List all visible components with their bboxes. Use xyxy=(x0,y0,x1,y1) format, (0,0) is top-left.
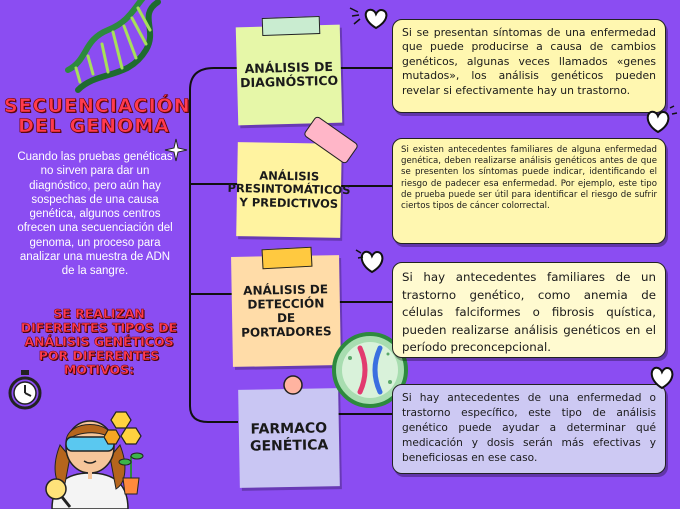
tape-icon xyxy=(262,16,321,36)
note-portadores-label: ANÁLISIS DE DETECCIÓN DE PORTADORES xyxy=(241,282,332,340)
card-presintomaticos-text: Si existen antecedentes familiares de alguna enfermedad genética, deben realizarse análisis genéticos antes de que se presenten los síntomas puede indicar, identificando el riesgo de padecer esa enfermedad. Por ejemplo, este tipo de prueba puede ser útil para identificar el riesgo de sufrir ciertos tipos de cáncer colorrectal. xyxy=(401,145,657,212)
card-presintomaticos xyxy=(392,138,666,244)
note-presintomaticos xyxy=(227,142,351,238)
stopwatch-icon xyxy=(6,368,44,412)
note-presintomaticos-label: ANÁLISIS PRESINTOMÁTICOS Y PREDICTIVOS xyxy=(227,168,351,211)
intro-paragraph: Cuando las pruebas genéticas no sirven para dar un diagnóstico, pero aún hay sospechas de una causa genética, algunos centros ofrecen una secuenciación del genoma, un proceso para analizar una muestra de ADN de la sangre. xyxy=(17,151,173,278)
card-diagnostico-text: Si se presentan síntomas de una enfermedad que puede producirse a causa de cambios genéticos, algunas veces llamados «genes mutados», los análisis genéticos pueden revelar si efectivamente hay un trastorno. xyxy=(402,26,656,97)
card-farmacogenetica-text: Si hay antecedentes de una enfermedad o trastorno específico, este tipo de análisis genético puede ayudar a determinar qué medicación y dosis serán más efectivas y beneficiosas en ese caso. xyxy=(402,392,656,464)
title-line-1: SECUENCIACIÓN xyxy=(4,95,191,117)
subtitle: SE REALIZAN DIFERENTES TIPOS DE ANÁLISIS GENÉTICOS POR DIFERENTES MOTIVOS: xyxy=(20,306,178,377)
card-portadores-text: Si hay antecedentes familiares de un trastorno genético, como anemia de células falciformes o fibrosis quística, pueden realizarse análisis genéticos en el período preconcepcional. xyxy=(402,270,656,354)
note-diagnostico-label: ANÁLISIS DE DIAGNÓSTICO xyxy=(239,58,339,91)
heart-icon xyxy=(640,104,678,138)
tape-icon xyxy=(262,247,313,270)
note-diagnostico xyxy=(236,25,343,126)
dna-helix-icon xyxy=(58,0,168,96)
page-title xyxy=(4,95,191,137)
plant-icon xyxy=(118,448,144,496)
heart-icon xyxy=(354,244,390,276)
heart-icon xyxy=(644,360,678,392)
title-line-2: DEL GENOMA xyxy=(18,115,170,137)
card-farmacogenetica xyxy=(392,384,666,474)
note-farmacogenetica-label: FARMACO GENÉTICA xyxy=(249,420,329,455)
heart-icon xyxy=(348,2,392,32)
molecule-icon xyxy=(104,410,142,450)
card-portadores xyxy=(392,262,666,358)
pushpin-icon xyxy=(282,374,304,396)
card-diagnostico xyxy=(392,19,666,113)
note-portadores xyxy=(231,255,341,367)
note-farmacogenetica xyxy=(238,388,340,488)
